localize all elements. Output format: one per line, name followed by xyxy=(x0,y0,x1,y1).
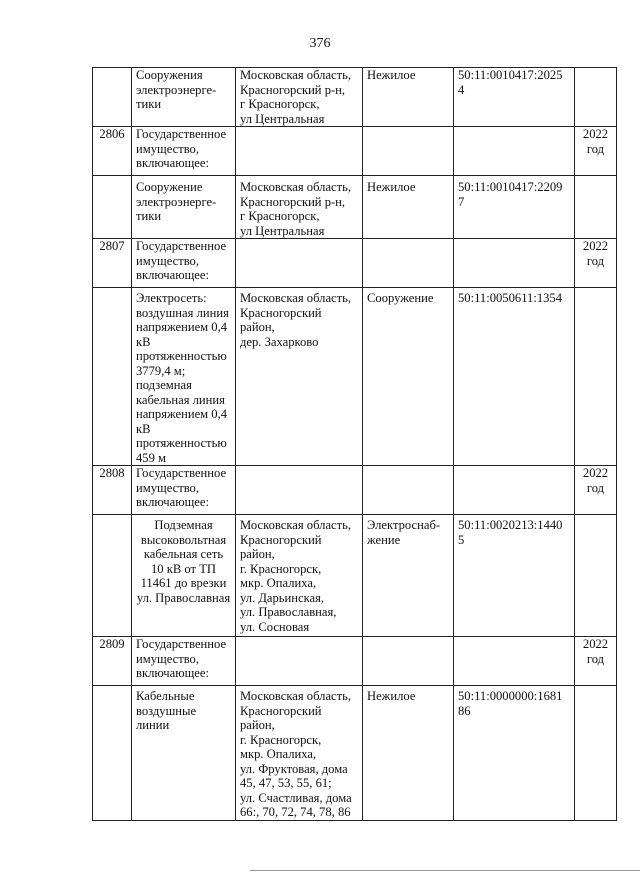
year: 2022 год xyxy=(582,127,609,156)
object-name: Электросеть: воздушная линия напряжением 0,4 кВ протяженностью 3779,4 м; подземная кабельная линия напряжением 0,4 кВ протяженностью 459 м xyxy=(136,291,229,465)
row-number xyxy=(93,68,132,127)
row-number: 2809 xyxy=(99,637,125,651)
row-number: 2806 xyxy=(99,127,125,141)
table-row-item xyxy=(93,176,617,239)
group-header: Государственное имущество, включающее: xyxy=(136,239,227,282)
table-row-item xyxy=(93,686,617,821)
object-address: Московская область, Красногорский р-н, г Красногорск, ул Центральная xyxy=(240,180,352,238)
row-number: 2808 xyxy=(99,466,125,480)
table-row-header xyxy=(93,466,617,515)
object-address: Московская область, Красногорский р-н, г Красногорск, ул Центральная xyxy=(240,68,352,126)
bottom-divider xyxy=(250,870,640,871)
object-address: Московская область, Красногорский район, дер. Захарково xyxy=(240,291,352,349)
table-row-header xyxy=(93,239,617,288)
page-number: 376 xyxy=(309,36,331,51)
property-registry-table xyxy=(92,67,617,821)
group-header: Государственное имущество, включающее: xyxy=(136,466,227,509)
table-row-item xyxy=(93,515,617,637)
object-type: Нежилое xyxy=(367,68,416,82)
object-address: Московская область, Красногорский район, г. Красногорск, мкр. Опалиха, ул. Фруктовая, дома 45, 47, 53, 55, 61; ул. Счастливая, дома 66:, 70, 72, 74, 78, 86 xyxy=(240,689,352,819)
cadastral-number: 50:11:0050611:1354 xyxy=(458,291,563,305)
group-header: Государственное имущество, включающее: xyxy=(136,637,227,680)
cadastral-number: 50:11:0000000:1681 86 xyxy=(458,689,563,718)
table-row-header xyxy=(93,127,617,176)
cadastral-number: 50:11:0010417:2209 7 xyxy=(458,180,563,209)
table-row-header xyxy=(93,637,617,686)
cadastral-number: 50:11:0020213:1440 5 xyxy=(458,518,563,547)
object-name: Кабельные воздушные линии xyxy=(136,689,197,732)
object-type: Электроснаб- жение xyxy=(367,518,441,547)
table-row-continuation xyxy=(93,68,617,127)
year: 2022 год xyxy=(582,239,609,268)
cadastral-number: 50:11:0010417:2025 4 xyxy=(458,68,563,97)
object-type: Нежилое xyxy=(367,689,416,703)
object-name: Сооружение электроэнерге- тики xyxy=(136,180,217,223)
year: 2022 год xyxy=(582,466,609,495)
object-name: Подземная высоковольтная кабельная сеть 10 кВ от ТП 11461 до врезки ул. Православная xyxy=(136,518,231,605)
object-name: Сооружения электроэнерге- тики xyxy=(136,68,217,111)
group-header: Государственное имущество, включающее: xyxy=(136,127,227,170)
object-address: Московская область, Красногорский район, г. Красногорск, мкр. Опалиха, ул. Дарьинская, ул. Православная, ул. Сосновая xyxy=(240,518,352,634)
year: 2022 год xyxy=(582,637,609,666)
row-number: 2807 xyxy=(99,239,125,253)
table-row-item xyxy=(93,288,617,466)
object-type: Сооружение xyxy=(367,291,434,305)
object-type: Нежилое xyxy=(367,180,416,194)
